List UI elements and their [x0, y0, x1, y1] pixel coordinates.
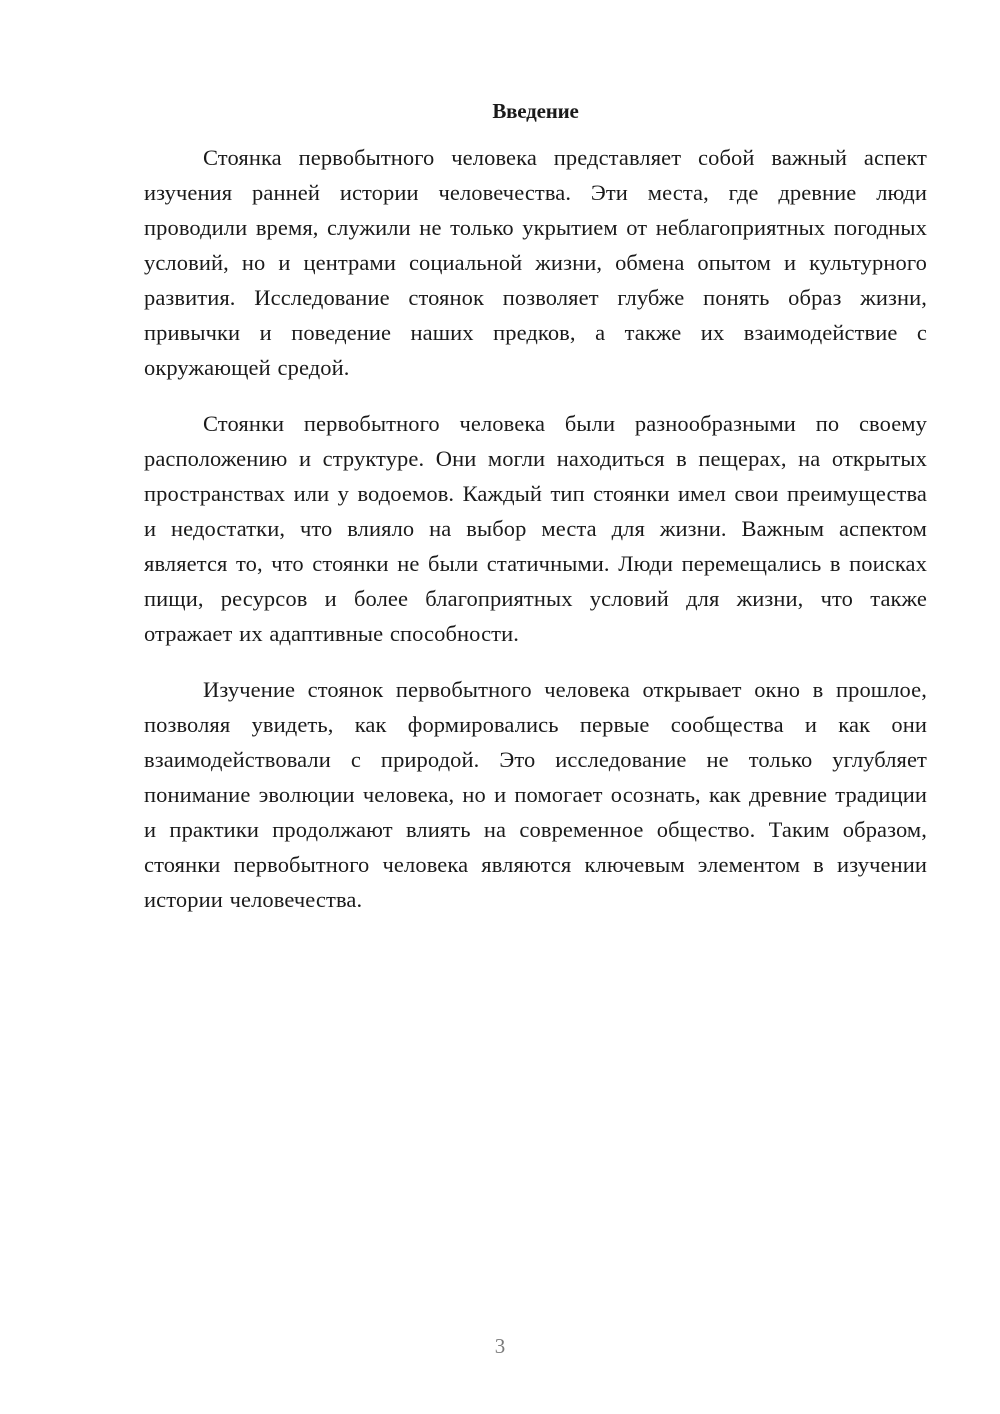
paragraph-1: Стоянка первобытного человека представляет собой важный аспект изучения ранней истории человечества. Эти места, где древние люди проводили время, служили не только укрытием от неблагоприятных погодных условий, но и центрами социальной жизни, обмена опытом и культурного развития. Исследование стоянок позволяет глубже понять образ жизни, привычки и поведение наших предков, а также их взаимодействие с окружающей средой.	[144, 145, 927, 380]
section-title: Введение	[492, 99, 579, 123]
page-content	[144, 96, 927, 938]
page-number: 3	[494, 1334, 506, 1358]
paragraph-3: Изучение стоянок первобытного человека открывает окно в прошлое, позволяя увидеть, как формировались первые сообщества и как они взаимодействовали с природой. Это исследование не только углубляет понимание эволюции человека, но и помогает осознать, как древние традиции и практики продолжают влиять на современное общество. Таким образом, стоянки первобытного человека являются ключевым элементом в изучении истории человечества.	[144, 677, 927, 912]
paragraph-2: Стоянки первобытного человека были разнообразными по своему расположению и структуре. Они могли находиться в пещерах, на открытых пространствах или у водоемов. Каждый тип стоянки имел свои преимущества и недостатки, что влияло на выбор места для жизни. Важным аспектом является то, что стоянки не были статичными. Люди перемещались в поисках пищи, ресурсов и более благоприятных условий для жизни, что также отражает их адаптивные способности.	[144, 411, 927, 646]
